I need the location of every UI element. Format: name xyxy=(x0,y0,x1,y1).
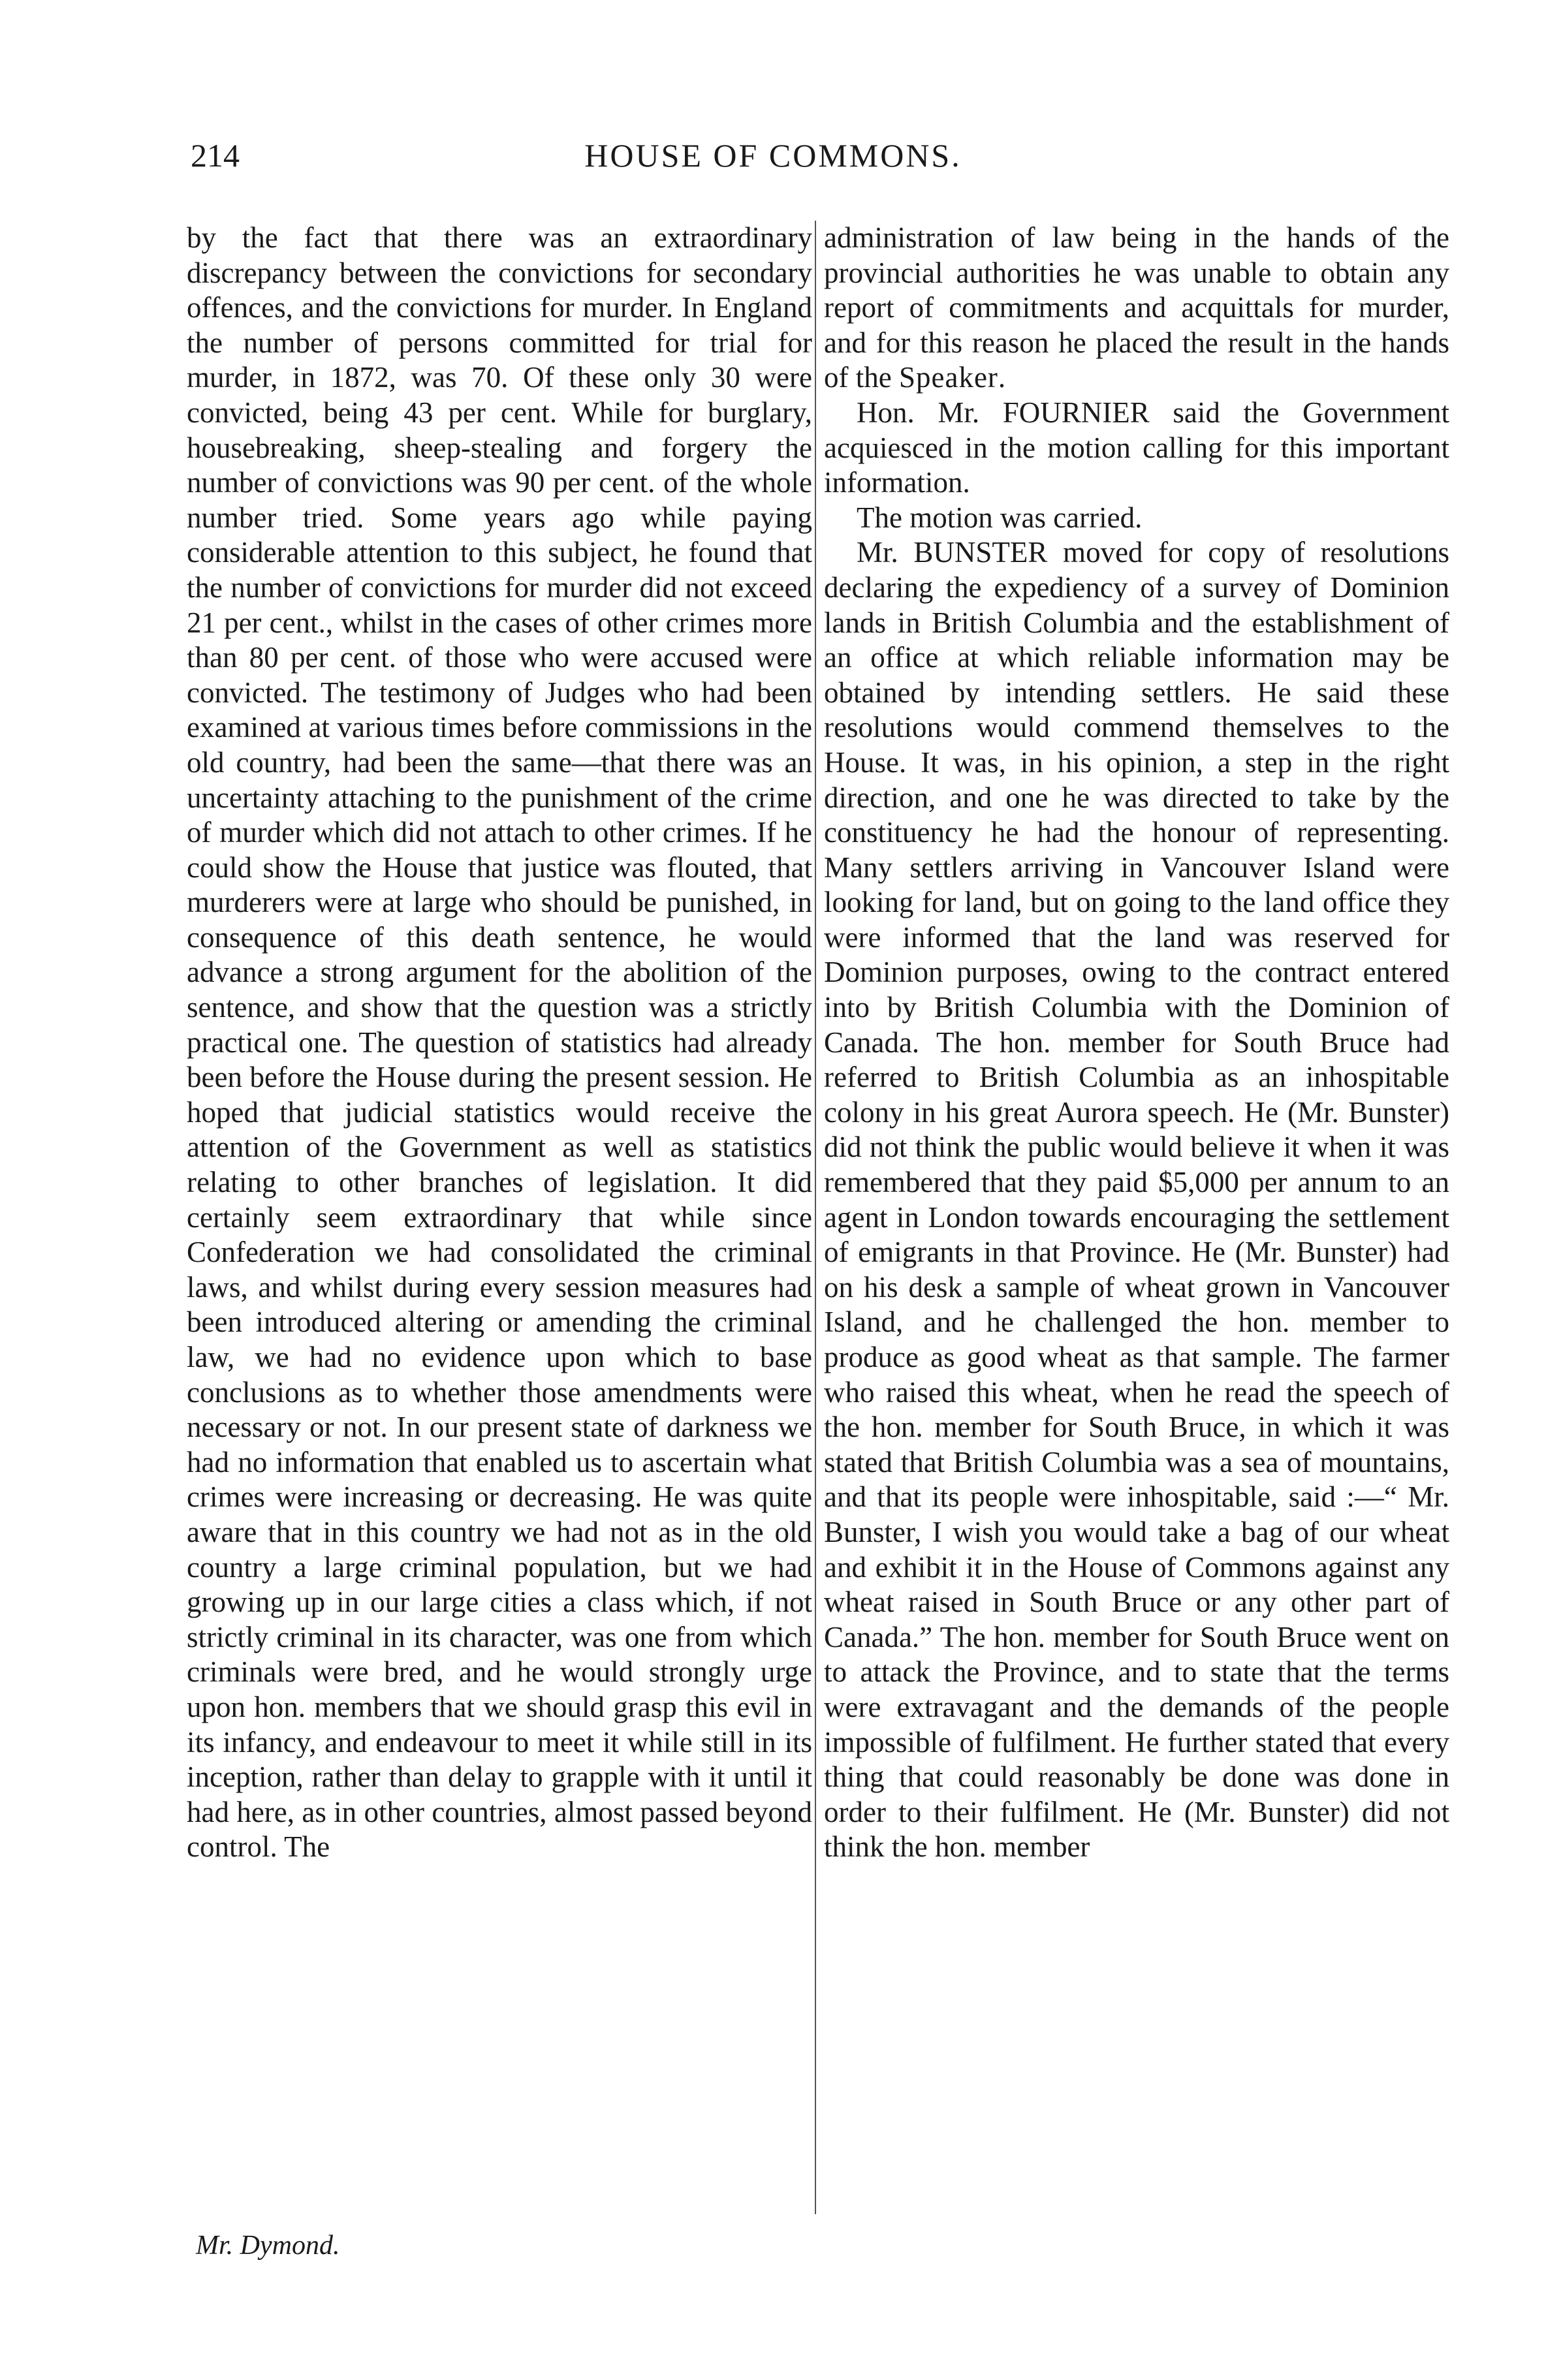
column-divider xyxy=(815,221,816,2214)
right-paragraph-3: The motion was carried. xyxy=(857,501,1143,534)
right-column xyxy=(824,221,1449,2221)
left-paragraph-1: by the fact that there was an extraordinary discrepancy between the convictions for secondary offences, and the convictions for murder. In England the number of persons committed for trial for murder, in 1872, was 70. Of these only 30 were convicted, being 43 per cent. While for burglary, housebreaking, sheep-stealing and forgery the number of convictions was 90 per cent. of the whole number tried. Some years ago while paying considerable attention to this subject, he found that the number of convictions for murder did not exceed 21 per cent., whilst in the cases of other crimes more than 80 per cent. of those who were accused were convicted. The testimony of Judges who had been examined at various times before commissions in the old country, had been the same—that there was an uncertainty attaching to the punishment of the crime of murder which did not attach to other crimes. If he could show the House that justice was flouted, that murderers were at large who should be punished, in consequence of this death sentence, he would advance a strong argument for the abolition of the sentence, and show that the question was a strictly practical one. The question of statistics had already been before the House during the present session. He hoped that judicial statistics would receive the attention of the Government as well as statistics relating to other branches of legislation. It did certainly seem extraordinary that while since Confederation we had consolidated the criminal laws, and whilst during every session measures had been introduced altering or amending the criminal law, we had no evidence upon which to base conclusions as to whether those amendments were necessary or not. In our present state of darkness we had no information that enabled us to ascertain what crimes were increasing or decreasing. He was quite aware that in this country we had not as in the old country a large criminal population, but we had growing up in our large cities a class which, if not strictly criminal in its character, was one from which criminals were bred, and he would strongly urge upon hon. members that we should grasp this evil in its infancy, and endeavour to meet it while still in its inception, rather than delay to grapple with it until it had here, as in other countries, almost passed beyond control. The xyxy=(187,221,812,1864)
speaker-title: Speaker xyxy=(898,361,998,394)
right-paragraph-2: Hon. Mr. FOURNIER said the Government acquiesced in the motion calling for this important information. xyxy=(824,396,1449,499)
page-number: 214 xyxy=(191,137,240,174)
running-head: HOUSE OF COMMONS. xyxy=(584,137,962,174)
right-paragraph-1-text: administration of law being in the hands of the provincial authorities he was unable to obtain any report of commitments and acquittals for murder, and for this reason he placed the result in the hands of the xyxy=(824,221,1449,394)
right-paragraph-4: Mr. BUNSTER moved for copy of resolutions declaring the expediency of a survey of Dominion lands in British Columbia and the establishment of an office at which reliable information may be obtained by intending settlers. He said these resolutions would commend themselves to the House. It was, in his opinion, a step in the right direction, and one he was directed to take by the constituency he had the honour of representing. Many settlers arriving in Vancouver Island were looking for land, but on going to the land office they were informed that the land was reserved for Dominion purposes, owing to the contract entered into by British Columbia with the Dominion of Canada. The hon. member for South Bruce had referred to British Columbia as an inhospitable colony in his great Aurora speech. He (Mr. Bunster) did not think the public would believe it when it was remembered that they paid $5,000 per annum to an agent in London towards encouraging the settlement of emigrants in that Province. He (Mr. Bunster) had on his desk a sample of wheat grown in Vancouver Island, and he challenged the hon. member to produce as good wheat as that sample. The farmer who raised this wheat, when he read the speech of the hon. member for South Bruce, in which it was stated that British Columbia was a sea of mountains, and that its people were inhospitable, said :—“ Mr. Bunster, I wish you would take a bag of our wheat and exhibit it in the House of Commons against any wheat raised in South Bruce or any other part of Canada.” The hon. member for South Bruce went on to attack the Province, and to state that the terms were extravagant and the demands of the people impossible of fulfilment. He further stated that every thing that could reasonably be done was done in order to their fulfilment. He (Mr. Bunster) did not think the hon. member xyxy=(824,536,1449,1864)
right-paragraph-1 xyxy=(824,221,1449,396)
footer-signature: Mr. Dymond. xyxy=(196,2231,340,2261)
right-paragraph-1-end: . xyxy=(998,361,1006,394)
left-column xyxy=(187,221,812,2221)
